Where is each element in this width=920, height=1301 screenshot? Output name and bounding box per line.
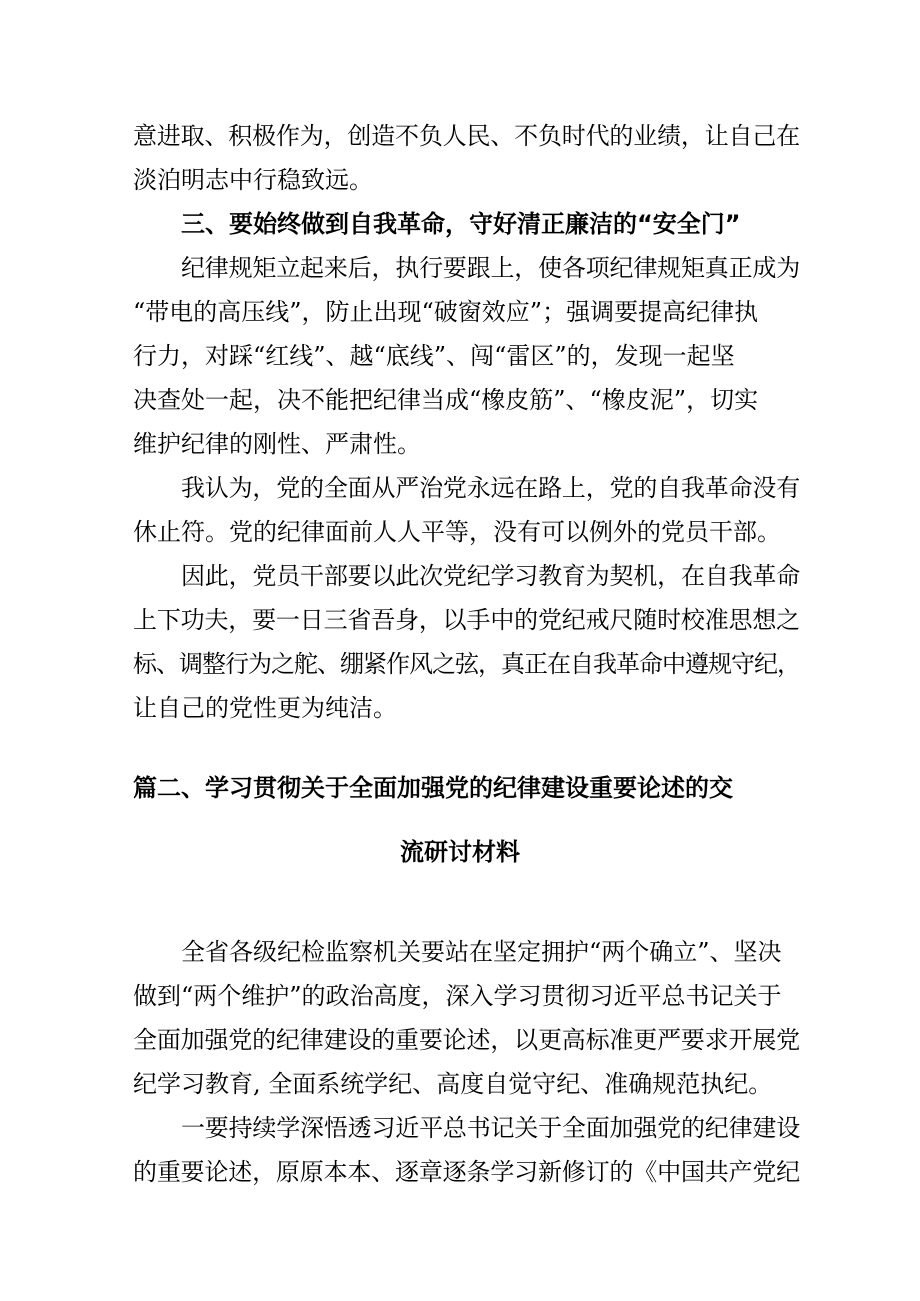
paragraph-line: 我认为，党的全面从严治党永远在路上，党的自我革命没有 bbox=[181, 474, 800, 502]
paragraph-line: 纪学习教育, 全面系统学纪、高度自觉守纪、准确规范执纪。 bbox=[133, 1070, 773, 1098]
paragraph-line: 行力，对踩“红线”、越“底线”、闯“雷区”的，发现一起坚 bbox=[133, 342, 735, 370]
paragraph-line: 的重要论述，原原本本、逐章逐条学习新修订的《中国共产党纪 bbox=[133, 1158, 800, 1186]
article-title-line-1: 篇二、学习贯彻关于全面加强党的纪律建设重要论述的交 bbox=[133, 774, 733, 802]
paragraph-line: 决查处一起，决不能把纪律当成“橡皮筋”、“橡皮泥”，切实 bbox=[133, 386, 759, 414]
paragraph-line: 上下功夫，要一日三省吾身，以手中的党纪戒尺随时校准思想之 bbox=[133, 606, 800, 634]
paragraph-line: 意进取、积极作为，创造不负人民、不负时代的业绩，让自己在 bbox=[133, 122, 800, 150]
paragraph-line: 做到“两个维护”的政治高度，深入学习贯彻习近平总书记关于 bbox=[133, 982, 782, 1010]
paragraph-line: 纪律规矩立起来后，执行要跟上，使各项纪律规矩真正成为 bbox=[181, 254, 800, 282]
paragraph-line: “带电的高压线”，防止出现“破窗效应”；强调要提高纪律执 bbox=[133, 298, 759, 326]
article-title-line-2: 流研讨材料 bbox=[400, 838, 520, 866]
paragraph-line: 全面加强党的纪律建设的重要论述，以更高标准更严要求开展党 bbox=[133, 1026, 800, 1054]
paragraph-line: 维护纪律的刚性、严肃性。 bbox=[133, 430, 421, 458]
paragraph-line: 因此，党员干部要以此次党纪学习教育为契机，在自我革命 bbox=[181, 562, 800, 590]
paragraph-line: 一要持续学深悟透习近平总书记关于全面加强党的纪律建设 bbox=[181, 1114, 800, 1142]
paragraph-line: 让自己的党性更为纯洁。 bbox=[133, 694, 397, 722]
paragraph-line: 标、调整行为之舵、绷紧作风之弦，真正在自我革命中遵规守纪， bbox=[133, 650, 800, 678]
paragraph-line: 全省各级纪检监察机关要站在坚定拥护“两个确立”、坚决 bbox=[181, 938, 782, 966]
paragraph-line: 休止符。党的纪律面前人人平等，没有可以例外的党员干部。 bbox=[133, 518, 781, 546]
section-heading: 三、要始终做到自我革命，守好清正廉洁的“安全门” bbox=[181, 210, 741, 238]
paragraph-line: 淡泊明志中行稳致远。 bbox=[133, 166, 373, 194]
